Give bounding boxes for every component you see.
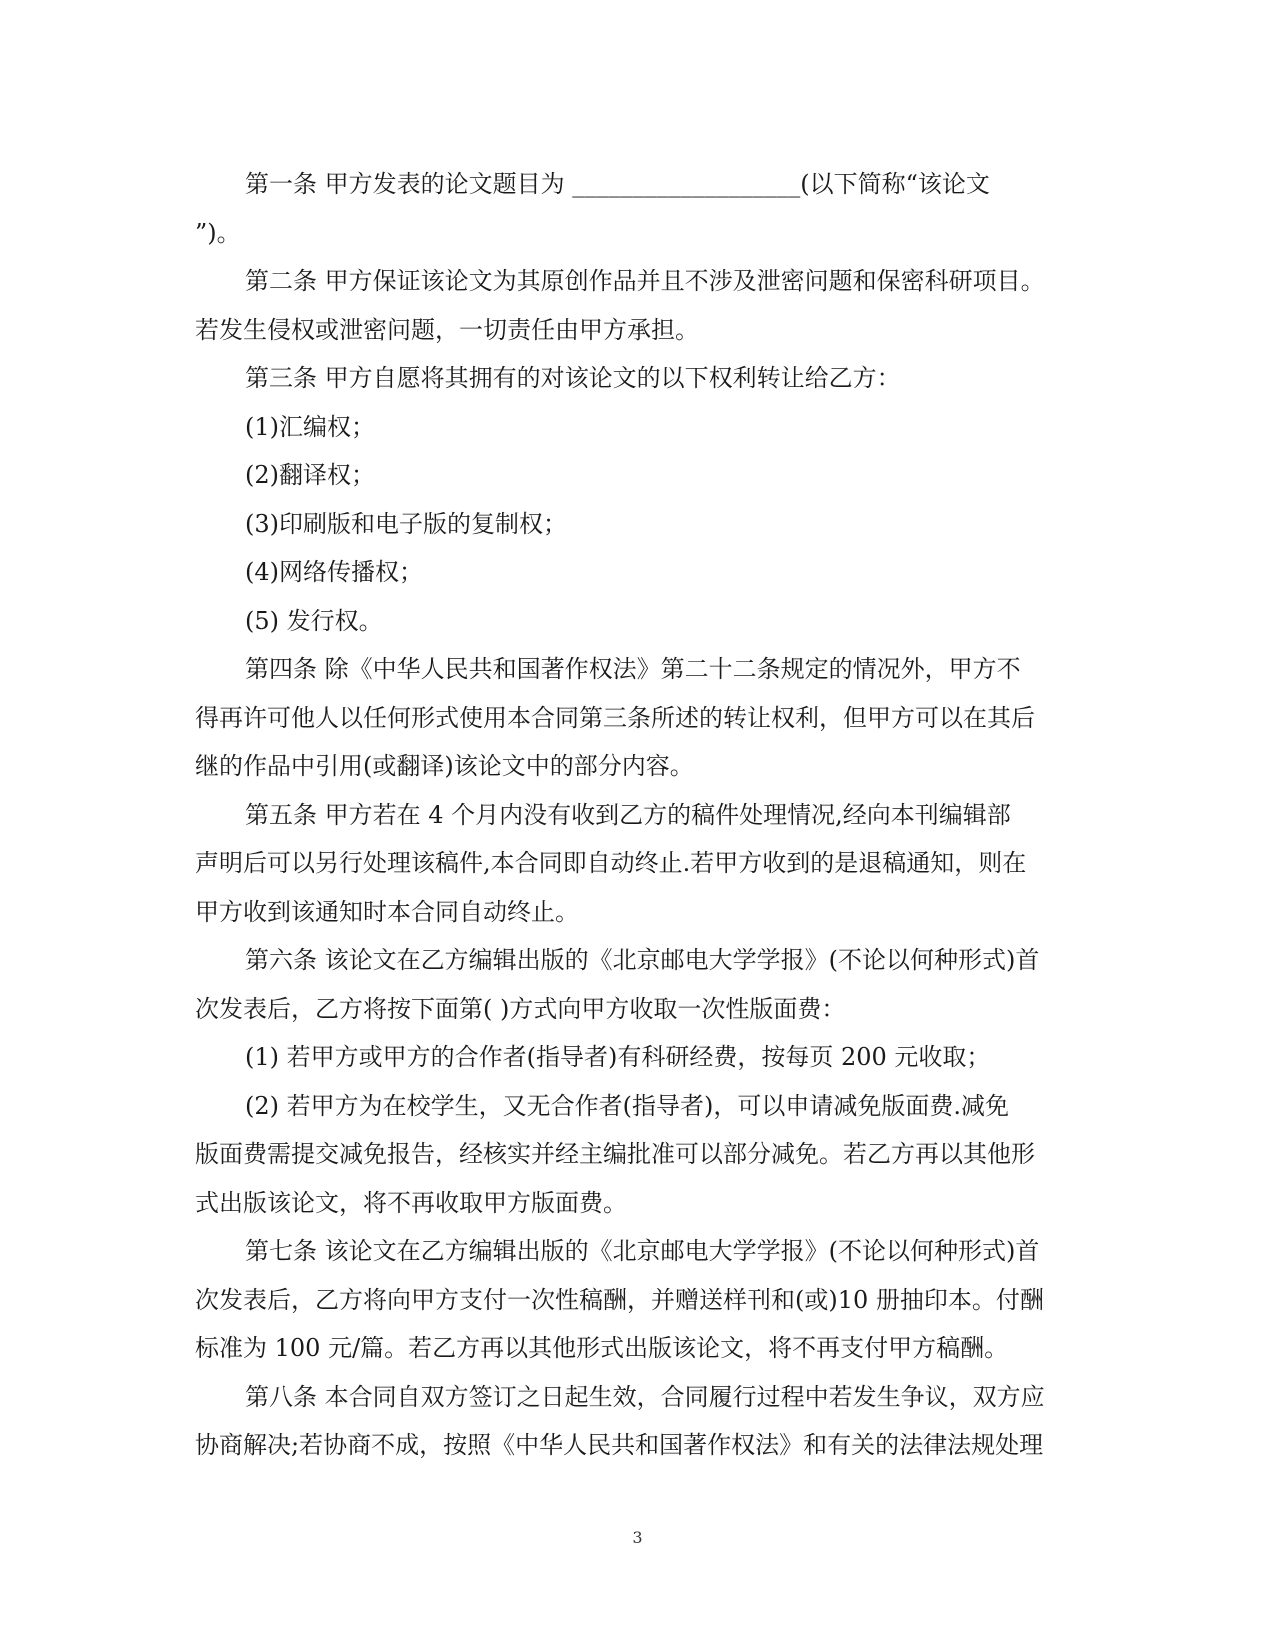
text-line: 第二条 甲方保证该论文为其原创作品并且不涉及泄密问题和保密科研项目。 [245, 267, 1045, 295]
text-line: 第四条 除《中华人民共和国著作权法》第二十二条规定的情况外，甲方不 [245, 655, 1021, 683]
text-line: (1)汇编权； [245, 412, 375, 441]
text-line: 次发表后，乙方将向甲方支付一次性稿酬，并赠送样刊和(或)10 册抽印本。付酬 [195, 1285, 1044, 1314]
text-line: 若发生侵权或泄密问题，一切责任由甲方承担。 [195, 315, 699, 344]
text-line: 继的作品中引用(或翻译)该论文中的部分内容。 [195, 752, 694, 780]
text-line: 第三条 甲方自愿将其拥有的对该论文的以下权利转让给乙方： [245, 364, 901, 392]
text-line: 第五条 甲方若在 4 个月内没有收到乙方的稿件处理情况,经向本刊编辑部 [245, 800, 1011, 829]
text-line: 第八条 本合同自双方签订之日起生效，合同履行过程中若发生争议，双方应 [245, 1382, 1045, 1411]
text-line: 第六条 该论文在乙方编辑出版的《北京邮电大学学报》(不论以何种形式)首 [245, 946, 1040, 974]
text-line: 第一条 甲方发表的论文题目为 ___________________(以下简称“该论文 [245, 170, 990, 198]
text-line: 标准为 100 元/篇。若乙方再以其他形式出版该论文，将不再支付甲方稿酬。 [195, 1334, 1009, 1362]
text-line: 次发表后，乙方将按下面第( )方式向甲方收取一次性版面费： [195, 994, 846, 1023]
page-number: 3 [632, 1528, 643, 1547]
text-line: (5) 发行权。 [245, 606, 383, 635]
text-line: (2)翻译权； [245, 461, 375, 489]
text-line: ”)。 [195, 218, 241, 247]
text-line: 协商解决;若协商不成，按照《中华人民共和国著作权法》和有关的法律法规处理 [195, 1431, 1044, 1459]
text-line: (1) 若甲方或甲方的合作者(指导者)有科研经费，按每页 200 元收取； [245, 1043, 991, 1071]
text-line: 声明后可以另行处理该稿件,本合同即自动终止.若甲方收到的是退稿通知，则在 [195, 849, 1027, 877]
text-line: (3)印刷版和电子版的复制权； [245, 509, 567, 538]
contract-body [195, 160, 1075, 1470]
text-line: 甲方收到该通知时本合同自动终止。 [195, 897, 579, 926]
text-line: 得再许可他人以任何形式使用本合同第三条所述的转让权利，但甲方可以在其后 [195, 703, 1035, 732]
text-line: (4)网络传播权； [245, 558, 423, 586]
text-line: (2) 若甲方为在校学生，又无合作者(指导者)，可以申请减免版面费.减免 [245, 1091, 1009, 1120]
text-line: 第七条 该论文在乙方编辑出版的《北京邮电大学学报》(不论以何种形式)首 [245, 1237, 1040, 1265]
text-line: 版面费需提交减免报告，经核实并经主编批准可以部分减免。若乙方再以其他形 [195, 1140, 1035, 1168]
text-line: 式出版该论文，将不再收取甲方版面费。 [195, 1188, 627, 1217]
